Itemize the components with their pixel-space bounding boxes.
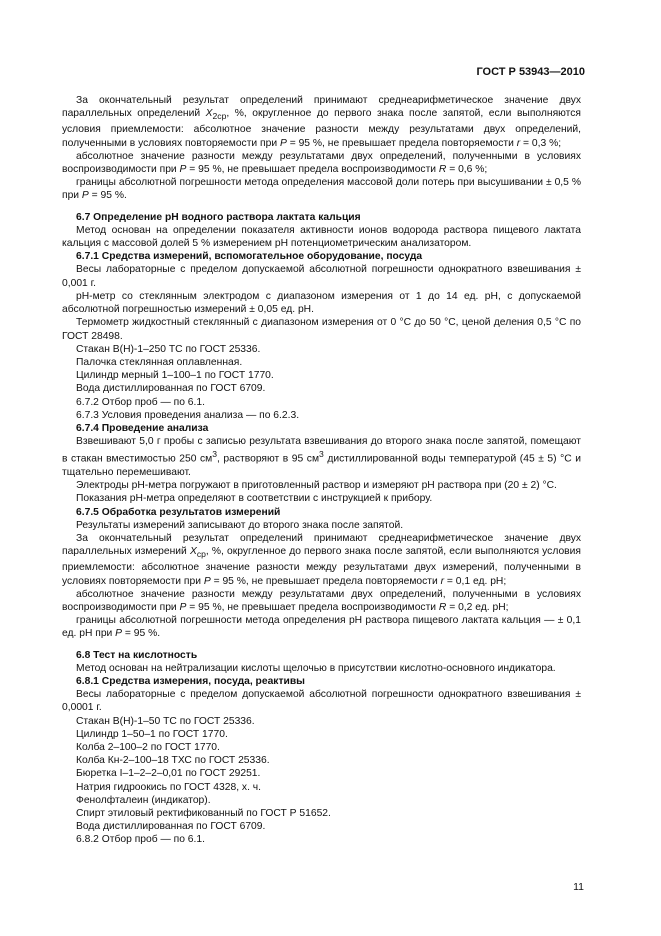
list-item: Стакан В(Н)-1–50 ТС по ГОСТ 25336. <box>76 715 255 727</box>
paragraph-reproducibility-ph: абсолютное значение разности между результатами двух определений, полученными в условиях воспроизводимости при P = 95 %, не превышает предела воспроизводимости R = 0,2 ед. pH; <box>62 588 581 614</box>
list-item: Термометр жидкостный стеклянный с диапазоном измерения от 0 °С до 50 °С, ценой деления 0,5 °С по ГОСТ 28498. <box>62 317 581 342</box>
section-heading-6-7: 6.7 Определение pH водного раствора лактата кальция <box>76 211 361 223</box>
paragraph-method-6-8: Метод основан на нейтрализации кислоты щелочью в присутствии кислотно-основного индикатора. <box>76 662 556 674</box>
paragraph-electrodes: Электроды pH-метра погружают в приготовленный раствор и измеряют pH раствора при (20 ± 2) °С. <box>76 480 557 492</box>
paragraph-record-results: Результаты измерений записывают до второго знака после запятой. <box>76 519 404 531</box>
list-item: Вода дистиллированная по ГОСТ 6709. <box>76 821 266 833</box>
paragraph-error-bounds-ph: границы абсолютной погрешности метода определения pH раствора пищевого лактата кальция — ± 0,1 ед. pH при P = 95 %. <box>62 615 581 640</box>
page-number: 11 <box>573 881 584 893</box>
list-item: Стакан В(Н)-1–250 ТС по ГОСТ 25336. <box>76 343 261 355</box>
list-item: Цилиндр мерный 1–100–1 по ГОСТ 1770. <box>76 370 274 382</box>
list-item: Весы лабораторные с пределом допускаемой абсолютной погрешности однократного взвешивания ± 0,0001 г. <box>62 689 581 714</box>
section-heading-6-8-1: 6.8.1 Средства измерения, посуда, реактивы <box>76 676 305 688</box>
list-item: Цилиндр 1–50–1 по ГОСТ 1770. <box>76 728 228 740</box>
list-item: Колба 2–100–2 по ГОСТ 1770. <box>76 742 220 754</box>
list-item: Фенолфталеин (индикатор). <box>76 794 211 806</box>
section-heading-6-7-1: 6.7.1 Средства измерений, вспомогательное оборудование, посуда <box>76 251 423 263</box>
list-item: pH-метр со стеклянным электродом с диапазоном измерения от 1 до 14 ед. pH, с допускаемой абсолютной погрешностью измерений ± 0,05 ед. pH. <box>62 290 581 316</box>
document-body <box>62 94 581 847</box>
section-heading-6-8: 6.8 Тест на кислотность <box>76 649 198 661</box>
page-header-standard: ГОСТ Р 53943—2010 <box>476 66 585 78</box>
section-heading-6-7-4: 6.7.4 Проведение анализа <box>76 422 209 434</box>
list-item: Натрия гидроокись по ГОСТ 4328, х. ч. <box>76 781 262 793</box>
paragraph-readings: Показания pH-метра определяют в соответствии с инструкцией к прибору. <box>76 493 433 505</box>
paragraph-final-result-ph: За окончательный результат определений принимают среднеарифметическое значение двух параллельных измерений $X_{ср}$, %, округленное до первого знака после запятой, если выполняются условия приемлемости: абсолютное значение разности между результатами двух измерений, полученными в условиях повторяемости при P = 95 %, не превышает предела повторяемости r = 0,1 ед. pH; <box>62 532 581 587</box>
paragraph-reproducibility: абсолютное значение разности между результатами двух определений, полученными в условиях воспроизводимости при P = 95 %, не превышает предела воспроизводимости R = 0,6 %; <box>62 150 581 176</box>
paragraph-error-bounds: границы абсолютной погрешности метода определения массовой доли потерь при высушивании ± 0,5 % при P = 95 %. <box>62 177 581 202</box>
list-item: Вода дистиллированная по ГОСТ 6709. <box>76 383 266 395</box>
list-item: Спирт этиловый ректификованный по ГОСТ Р 51652. <box>76 808 331 820</box>
section-heading-6-7-5: 6.7.5 Обработка результатов измерений <box>76 506 281 518</box>
paragraph-weighing: Взвешивают 5,0 г пробы с записью результата взвешивания до второго знака после запятой, помещают в стакан вместимостью 250 $см^3$, растворяют в 95 $см^3$ дистиллированной воды температурой (45 ± 5) °С и тщательно перемешивают. <box>62 436 581 478</box>
list-item: Бюретка I–1–2–2–0,01 по ГОСТ 29251. <box>76 768 261 780</box>
paragraph-method-6-7: Метод основан на определении показателя активности ионов водорода раствора пищевого лактата кальция с массовой долей 5 % измерением pH потенциометрическим анализатором. <box>62 224 581 250</box>
list-item: Колба Кн-2–100–18 ТХС по ГОСТ 25336. <box>76 755 270 767</box>
paragraph-6-8-2: 6.8.2 Отбор проб — по 6.1. <box>76 834 205 846</box>
paragraph-6-7-2: 6.7.2 Отбор проб — по 6.1. <box>76 396 205 408</box>
list-item: Весы лабораторные с пределом допускаемой абсолютной погрешности однократного взвешивания ± 0,001 г. <box>62 264 581 289</box>
paragraph-6-7-3: 6.7.3 Условия проведения анализа — по 6.2.3. <box>76 409 300 421</box>
list-item: Палочка стеклянная оплавленная. <box>76 356 243 368</box>
paragraph-final-result: За окончательный результат определений принимают среднеарифметическое значение двух параллельных определений $X_{2ср}$, %, округленное до первого знака после запятой, если выполняются условия приемлемости: абсолютное значение разности между результатами двух определений, полученными в условиях повторяемости при P = 95 %, не превышает предела повторяемости r = 0,3 %; <box>62 95 581 149</box>
